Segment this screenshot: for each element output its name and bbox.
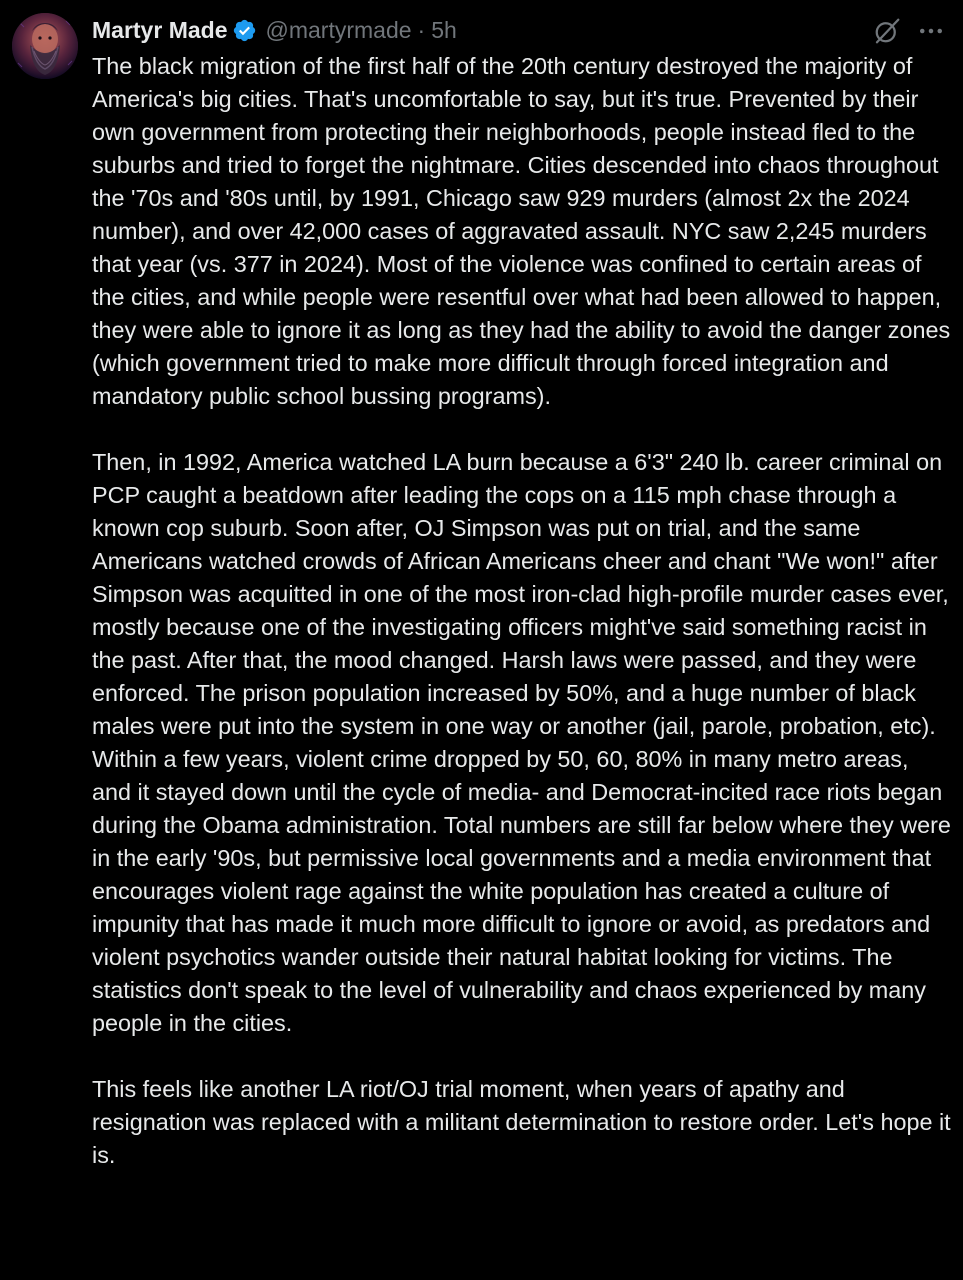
author-handle[interactable]: @martyrmade: [265, 16, 412, 43]
post-paragraph: The black migration of the first half of the 20th century destroyed the majority of America's big cities. That's uncomfortable to say, but it's true. Prevented by their own government from protecting their neighborhoods, people instead fled to the suburbs and tried to forget the nightmare. Cities descended into chaos throughout the '70s and '80s until, by 1991, Chicago saw 929 murders (almost 2x the 2024 number), and over 42,000 cases of aggravated assault. NYC saw 2,245 murders that year (vs. 377 in 2024). Most of the violence was confined to certain areas of the cities, and while people were resentful over what had been allowed to happen, they were able to ignore it as long as they had the ability to avoid the danger zones (which government tried to make more difficult through forced integration and mandatory public school bussing programs).: [92, 53, 951, 409]
post-paragraph: Then, in 1992, America watched LA burn because a 6'3" 240 lb. career criminal on PCP caught a beatdown after leading the cops on a 115 mph chase through a known cop suburb. Soon after, OJ Simpson was put on trial, and the same Americans watched crowds of African Americans cheer and chant "We won!" after Simpson was acquitted in one of the most iron-clad high-profile murder cases ever, mostly because one of the investigating officers might've said something racist in the past. After that, the mood changed. Harsh laws were passed, and they were enforced. The prison population increased by 50%, and a huge number of black males were put into the system in one way or another (jail, parole, probation, etc). Within a few years, violent crime dropped by 50, 60, 80% in many metro areas, and it stayed down until the cycle of media- and Democrat-incited race riots began during the Obama administration. Total numbers are still far below where they were in the early '90s, but permissive local governments and a media environment that encourages violent rage against the white population has created a culture of impunity that has made it much more difficult to ignore or avoid, as predators and violent psychotics wander outside their natural habitat looking for victims. The statistics don't speak to the level of vulnerability and chaos experienced by many people in the cities.: [92, 449, 951, 1036]
bearded-man-portrait-icon: [12, 13, 78, 79]
verified-badge-icon: [232, 18, 257, 43]
post-body: [92, 50, 952, 1172]
grok-icon[interactable]: [872, 16, 902, 46]
avatar[interactable]: [12, 13, 78, 79]
author-display-name[interactable]: Martyr Made: [92, 16, 228, 43]
post-paragraph: This feels like another LA riot/OJ trial moment, when years of apathy and resignation was replaced with a militant determination to restore order. Let's hope it is.: [92, 1076, 951, 1168]
post-header: [92, 14, 457, 46]
more-options-icon[interactable]: [916, 16, 946, 46]
post-timestamp[interactable]: 5h: [431, 16, 457, 43]
separator-dot: ·: [417, 16, 426, 43]
